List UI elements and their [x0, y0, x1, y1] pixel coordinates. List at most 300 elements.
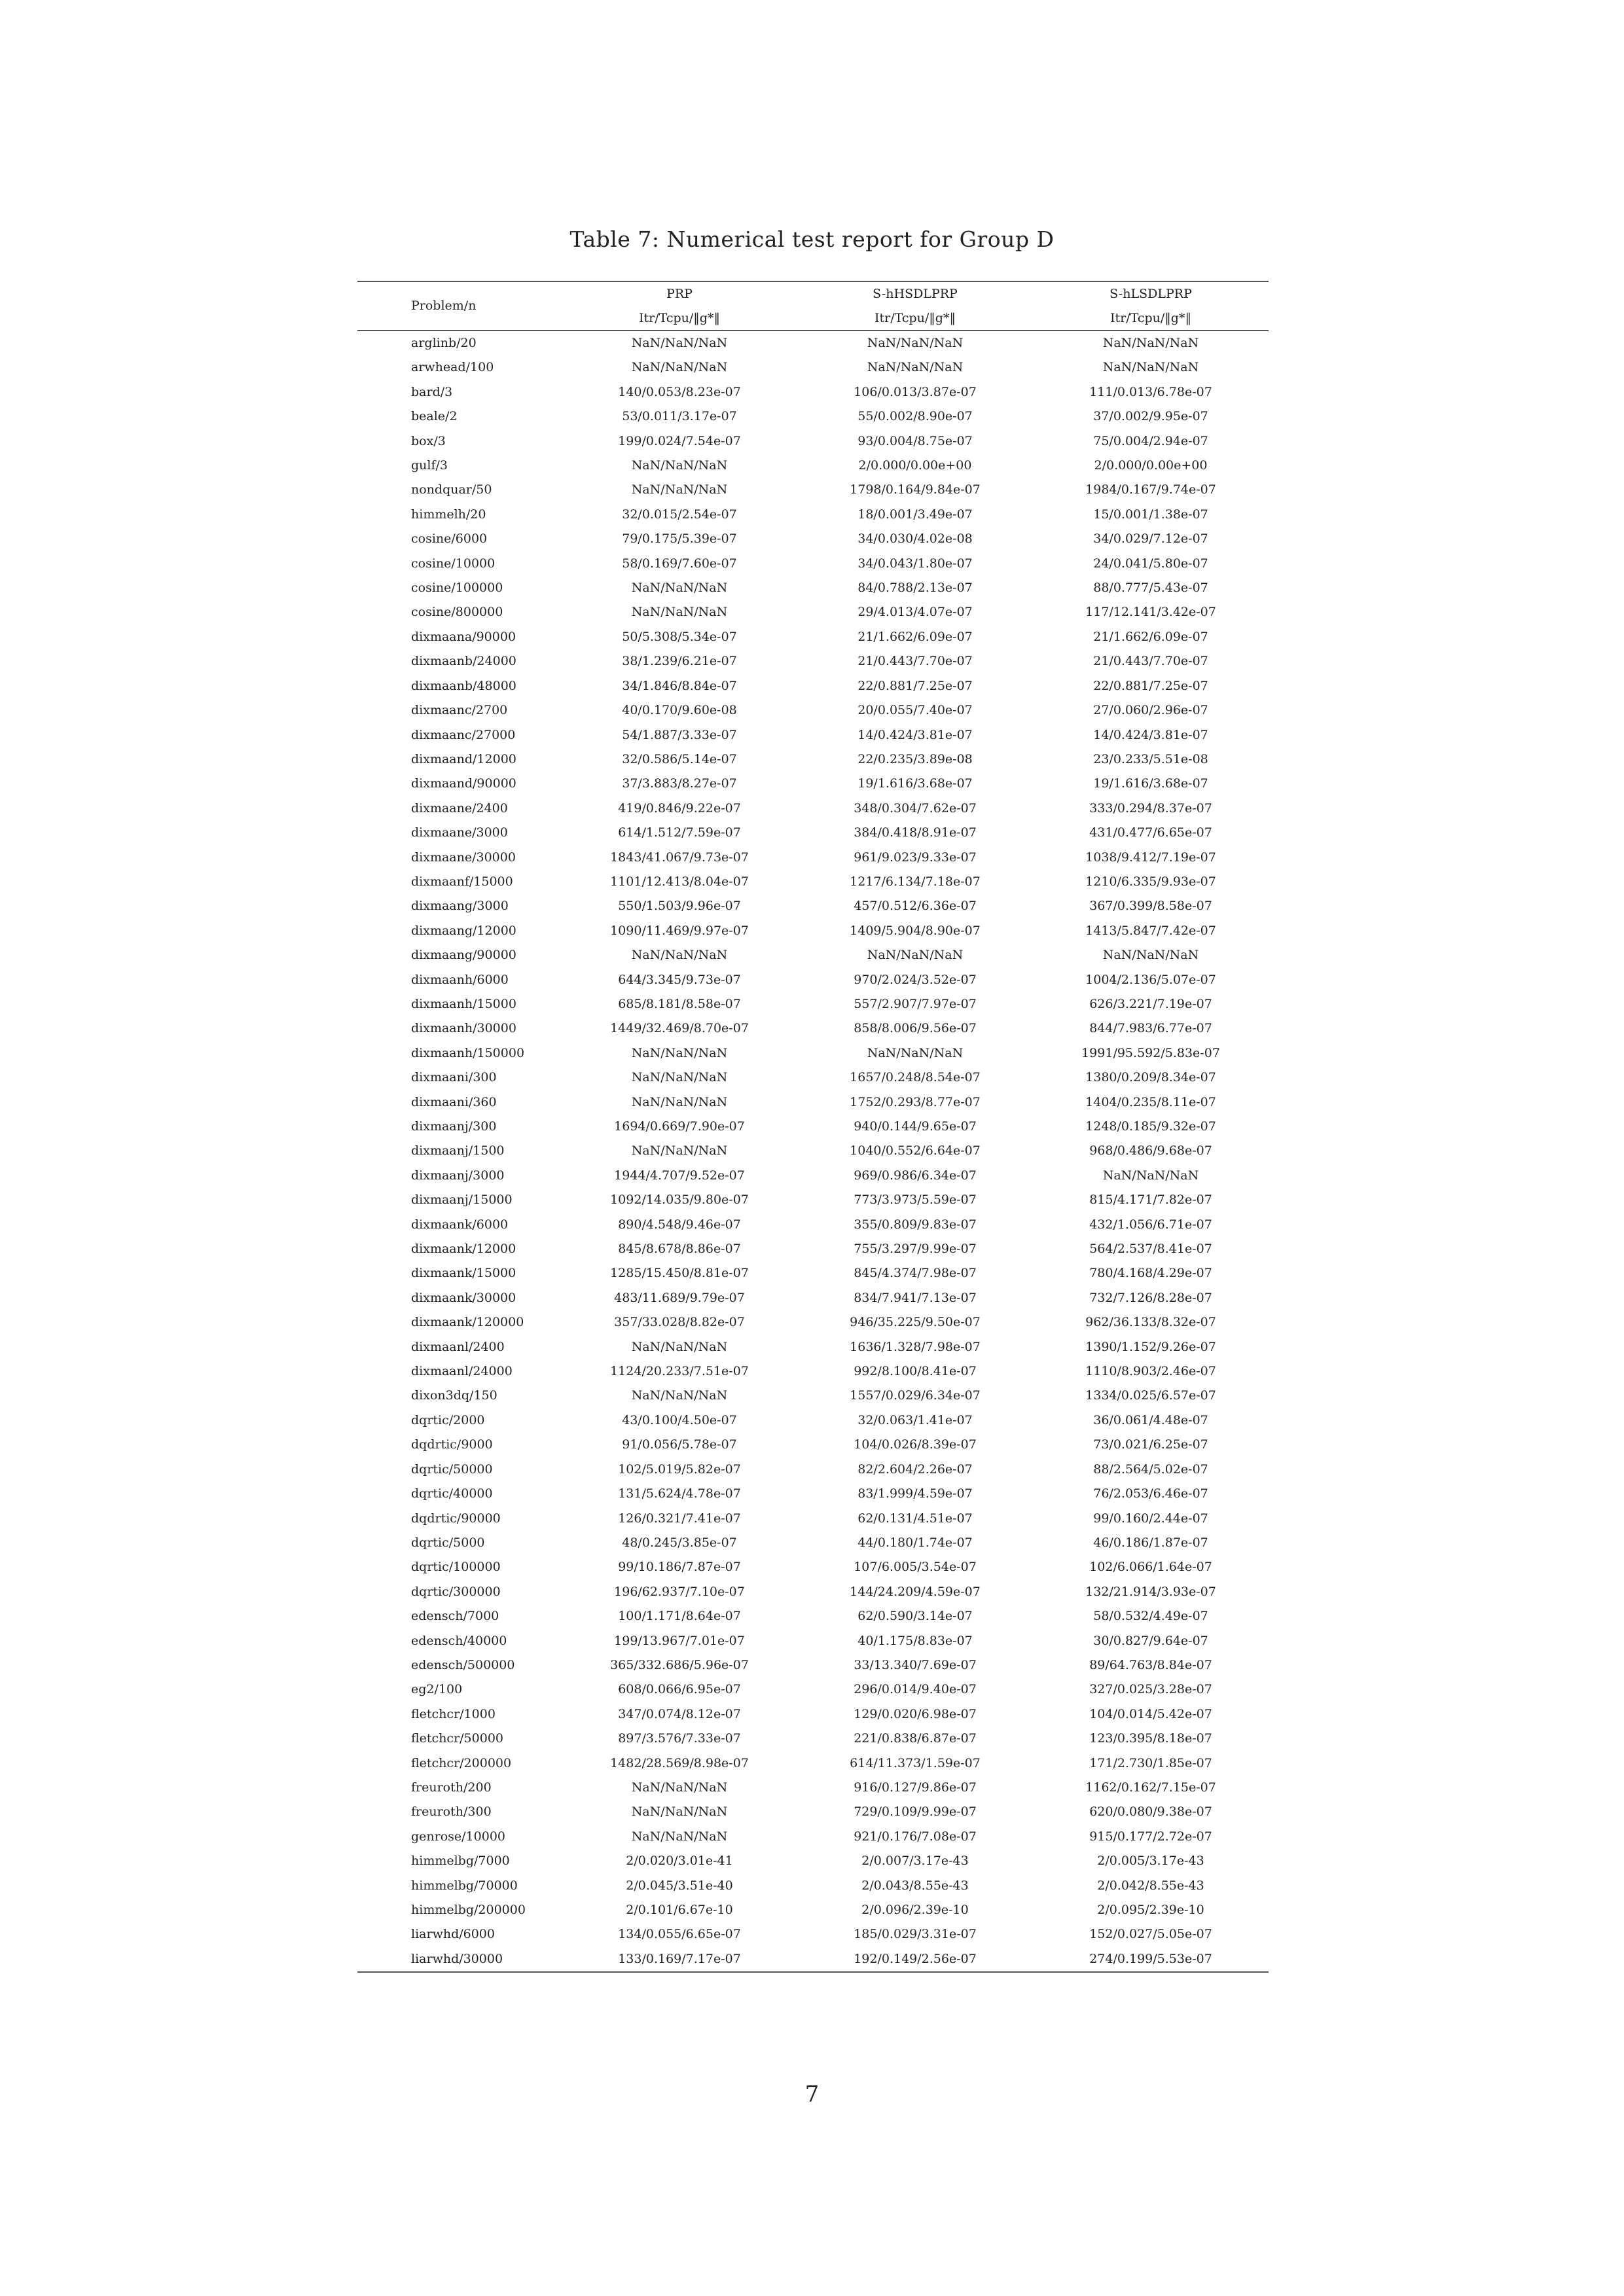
result-cell: 365/332.686/5.96e-07 — [610, 1657, 749, 1672]
result-cell: 1404/0.235/8.11e-07 — [1085, 1094, 1216, 1109]
result-cell: NaN/NaN/NaN — [867, 1045, 964, 1060]
table-row — [357, 1213, 1269, 1237]
result-cell: 23/0.233/5.51e-08 — [1093, 751, 1208, 766]
table-row — [357, 1458, 1269, 1482]
result-cell: 1843/41.067/9.73e-07 — [610, 850, 749, 865]
result-cell: 102/5.019/5.82e-07 — [618, 1462, 741, 1477]
result-cell: 196/62.937/7.10e-07 — [614, 1584, 745, 1599]
table-row — [357, 527, 1269, 551]
result-cell: 22/0.881/7.25e-07 — [857, 678, 973, 693]
result-cell: 99/10.186/7.87e-07 — [618, 1560, 741, 1575]
result-cell: 84/0.788/2.13e-07 — [857, 581, 973, 596]
problem-cell: dixon3dq/150 — [411, 1388, 497, 1403]
table-row — [357, 870, 1269, 894]
problem-cell: dixmaank/12000 — [411, 1242, 516, 1257]
result-cell: 685/8.181/8.58e-07 — [618, 996, 741, 1011]
problem-cell: freuroth/200 — [411, 1780, 492, 1795]
result-cell: 1162/0.162/7.15e-07 — [1085, 1780, 1216, 1795]
table-row — [357, 1800, 1269, 1824]
result-cell: 355/0.809/9.83e-07 — [854, 1217, 977, 1232]
result-cell: 43/0.100/4.50e-07 — [622, 1412, 737, 1427]
result-cell: 48/0.245/3.85e-07 — [622, 1535, 737, 1550]
problem-cell: box/3 — [411, 433, 446, 448]
problem-cell: dixmaane/30000 — [411, 850, 516, 865]
table-row — [357, 992, 1269, 1016]
problem-cell: dixmaanj/15000 — [411, 1193, 513, 1208]
result-cell: 37/3.883/8.27e-07 — [622, 776, 737, 791]
table-row — [357, 355, 1269, 380]
result-cell: 140/0.053/8.23e-07 — [618, 384, 741, 399]
table-row — [357, 454, 1269, 478]
result-cell: NaN/NaN/NaN — [631, 458, 728, 473]
result-cell: 2/0.000/0.00e+00 — [1094, 458, 1208, 473]
result-cell: NaN/NaN/NaN — [867, 336, 964, 350]
problem-cell: dixmaanl/24000 — [411, 1364, 513, 1379]
result-cell: 22/0.881/7.25e-07 — [1093, 678, 1208, 693]
table-row — [357, 1555, 1269, 1579]
problem-cell: edensch/40000 — [411, 1633, 507, 1648]
result-cell: 54/1.887/3.33e-07 — [622, 727, 737, 742]
result-cell: 22/0.235/3.89e-08 — [857, 751, 973, 766]
table-row — [357, 1825, 1269, 1849]
table-row — [357, 1090, 1269, 1115]
table-row — [357, 1922, 1269, 1946]
table-row — [357, 1359, 1269, 1384]
result-cell: 1449/32.469/8.70e-07 — [610, 1021, 749, 1036]
result-cell: 117/12.141/3.42e-07 — [1085, 605, 1216, 620]
result-cell: 1217/6.134/7.18e-07 — [850, 874, 981, 889]
result-cell: 347/0.074/8.12e-07 — [618, 1706, 741, 1721]
result-cell: 348/0.304/7.62e-07 — [854, 800, 977, 816]
problem-cell: dixmaana/90000 — [411, 629, 516, 644]
problem-cell: dixmaank/120000 — [411, 1315, 524, 1330]
table-row — [357, 478, 1269, 502]
table-row — [357, 1580, 1269, 1604]
result-cell: 88/0.777/5.43e-07 — [1093, 581, 1208, 596]
result-cell: NaN/NaN/NaN — [631, 336, 728, 350]
result-cell: 2/0.005/3.17e-43 — [1097, 1854, 1204, 1869]
result-cell: 171/2.730/1.85e-07 — [1089, 1755, 1212, 1770]
result-cell: 53/0.011/3.17e-07 — [622, 409, 737, 424]
problem-cell: dixmaanh/6000 — [411, 972, 509, 987]
table-row — [357, 1702, 1269, 1727]
result-cell: 557/2.907/7.97e-07 — [854, 996, 977, 1011]
result-cell: 32/0.015/2.54e-07 — [622, 507, 737, 522]
table-row — [357, 552, 1269, 576]
header-metric: Itr/Tcpu/‖g*‖ — [562, 306, 797, 331]
table-row — [357, 968, 1269, 992]
result-cell: 14/0.424/3.81e-07 — [1093, 727, 1208, 742]
problem-cell: liarwhd/30000 — [357, 1947, 562, 1972]
problem-cell: dixmaank/30000 — [411, 1290, 516, 1305]
result-cell: 274/0.199/5.53e-07 — [1033, 1947, 1269, 1972]
result-cell: 1210/6.335/9.93e-07 — [1085, 874, 1216, 889]
problem-cell: dixmaanl/2400 — [411, 1339, 505, 1354]
result-cell: NaN/NaN/NaN — [631, 1804, 728, 1820]
table-row — [357, 1310, 1269, 1335]
table-row — [357, 674, 1269, 698]
result-cell: 104/0.026/8.39e-07 — [854, 1437, 977, 1452]
result-cell: NaN/NaN/NaN — [631, 1094, 728, 1109]
result-cell: NaN/NaN/NaN — [631, 1780, 728, 1795]
table-row — [357, 429, 1269, 454]
results-table — [357, 281, 1269, 1973]
problem-cell: dqdrtic/90000 — [411, 1511, 501, 1526]
table-row — [357, 380, 1269, 404]
table-row — [357, 698, 1269, 723]
header-metric: Itr/Tcpu/‖g*‖ — [1033, 306, 1269, 331]
table-row — [357, 797, 1269, 821]
problem-cell: dixmaanf/15000 — [411, 874, 513, 889]
table-row — [357, 1727, 1269, 1751]
table-row — [357, 772, 1269, 796]
result-cell: 614/1.512/7.59e-07 — [618, 825, 741, 840]
table-row — [357, 821, 1269, 845]
result-cell: 1248/0.185/9.32e-07 — [1085, 1119, 1216, 1134]
problem-cell: dixmaanh/15000 — [411, 996, 516, 1011]
result-cell: 946/35.225/9.50e-07 — [850, 1315, 981, 1330]
result-cell: 185/0.029/3.31e-07 — [854, 1927, 977, 1942]
result-cell: 1482/28.569/8.98e-07 — [610, 1755, 749, 1770]
result-cell: 34/0.030/4.02e-08 — [857, 531, 973, 547]
result-cell: 106/0.013/3.87e-07 — [854, 384, 977, 399]
result-cell: 2/0.096/2.39e-10 — [861, 1903, 969, 1917]
result-cell: 1124/20.233/7.51e-07 — [610, 1364, 749, 1379]
table-row — [357, 503, 1269, 527]
result-cell: 732/7.126/8.28e-07 — [1089, 1290, 1212, 1305]
result-cell: 2/0.000/0.00e+00 — [858, 458, 972, 473]
problem-cell: dqrtic/2000 — [411, 1412, 485, 1427]
table-row — [357, 1016, 1269, 1041]
result-cell: 18/0.001/3.49e-07 — [857, 507, 973, 522]
result-cell: 1657/0.248/8.54e-07 — [850, 1070, 981, 1085]
problem-cell: dqrtic/100000 — [411, 1560, 501, 1575]
problem-cell: dixmaanj/3000 — [411, 1168, 505, 1183]
result-cell: 1944/4.707/9.52e-07 — [614, 1168, 745, 1183]
problem-cell: bard/3 — [411, 384, 453, 399]
problem-cell: liarwhd/6000 — [411, 1927, 495, 1942]
problem-cell: dqdrtic/9000 — [411, 1437, 493, 1452]
table-row — [357, 649, 1269, 673]
header-method-shlsdlprp: S-hLSDLPRP — [1033, 281, 1269, 306]
result-cell: 55/0.002/8.90e-07 — [857, 409, 973, 424]
table-row — [357, 1066, 1269, 1090]
header-problem: Problem/n — [357, 281, 562, 331]
result-cell: 916/0.127/9.86e-07 — [854, 1780, 977, 1795]
problem-cell: cosine/6000 — [411, 531, 488, 547]
problem-cell: arglinb/20 — [411, 336, 477, 350]
result-cell: 1694/0.669/7.90e-07 — [614, 1119, 745, 1134]
table-row — [357, 1677, 1269, 1702]
problem-cell: dixmaanj/1500 — [411, 1143, 505, 1158]
table-row — [357, 1849, 1269, 1873]
problem-cell: eg2/100 — [411, 1682, 463, 1697]
result-cell: 93/0.004/8.75e-07 — [857, 433, 973, 448]
problem-cell: himmelbg/200000 — [411, 1903, 526, 1917]
result-cell: 19/1.616/3.68e-07 — [857, 776, 973, 791]
result-cell: 62/0.131/4.51e-07 — [857, 1511, 973, 1526]
table-row — [357, 1384, 1269, 1408]
table-row — [357, 625, 1269, 649]
problem-cell: dixmaang/90000 — [411, 948, 516, 963]
result-cell: 132/21.914/3.93e-07 — [1085, 1584, 1216, 1599]
result-cell: 2/0.095/2.39e-10 — [1097, 1903, 1204, 1917]
result-cell: 940/0.144/9.65e-07 — [854, 1119, 977, 1134]
problem-cell: himmelbg/7000 — [411, 1854, 510, 1869]
result-cell: 1380/0.209/8.34e-07 — [1085, 1070, 1216, 1085]
result-cell: 483/11.689/9.79e-07 — [614, 1290, 745, 1305]
result-cell: 1101/12.413/8.04e-07 — [610, 874, 749, 889]
table-row — [357, 1482, 1269, 1506]
table-row — [357, 1629, 1269, 1653]
result-cell: 75/0.004/2.94e-07 — [1093, 433, 1208, 448]
result-cell: 845/8.678/8.86e-07 — [618, 1242, 741, 1257]
result-cell: 152/0.027/5.05e-07 — [1089, 1927, 1212, 1942]
result-cell: 36/0.061/4.48e-07 — [1093, 1412, 1208, 1427]
result-cell: 608/0.066/6.95e-07 — [618, 1682, 741, 1697]
table-row — [357, 1139, 1269, 1163]
result-cell: 199/13.967/7.01e-07 — [614, 1633, 745, 1648]
problem-cell: fletchcr/50000 — [411, 1731, 503, 1746]
problem-cell: dixmaanj/300 — [411, 1119, 497, 1134]
problem-cell: dixmaani/300 — [411, 1070, 497, 1085]
result-cell: 2/0.043/8.55e-43 — [861, 1878, 969, 1893]
result-cell: 129/0.020/6.98e-07 — [854, 1706, 977, 1721]
table-row — [357, 1507, 1269, 1531]
result-cell: 1798/0.164/9.84e-07 — [850, 482, 981, 497]
table-row — [357, 1433, 1269, 1457]
result-cell: 970/2.024/3.52e-07 — [854, 972, 977, 987]
result-cell: NaN/NaN/NaN — [631, 581, 728, 596]
result-cell: 104/0.014/5.42e-07 — [1089, 1706, 1212, 1721]
table-row — [357, 1408, 1269, 1433]
result-cell: 1110/8.903/2.46e-07 — [1085, 1364, 1216, 1379]
result-cell: 962/36.133/8.32e-07 — [1085, 1315, 1216, 1330]
result-cell: 44/0.180/1.74e-07 — [857, 1535, 973, 1550]
result-cell: 38/1.239/6.21e-07 — [622, 654, 737, 669]
result-cell: 192/0.149/2.56e-07 — [797, 1947, 1033, 1972]
result-cell: 858/8.006/9.56e-07 — [854, 1021, 977, 1036]
result-cell: 20/0.055/7.40e-07 — [857, 703, 973, 718]
result-cell: 1004/2.136/5.07e-07 — [1085, 972, 1216, 987]
result-cell: 2/0.045/3.51e-40 — [626, 1878, 733, 1893]
table-row — [357, 919, 1269, 943]
result-cell: NaN/NaN/NaN — [867, 948, 964, 963]
table-row — [357, 1776, 1269, 1800]
result-cell: 40/1.175/8.83e-07 — [857, 1633, 973, 1648]
result-cell: 1334/0.025/6.57e-07 — [1085, 1388, 1216, 1403]
result-cell: NaN/NaN/NaN — [1102, 360, 1199, 375]
result-cell: 27/0.060/2.96e-07 — [1093, 703, 1208, 718]
result-cell: 34/0.029/7.12e-07 — [1093, 531, 1208, 547]
table-row — [357, 404, 1269, 429]
result-cell: 126/0.321/7.41e-07 — [618, 1511, 741, 1526]
result-cell: NaN/NaN/NaN — [1102, 336, 1199, 350]
table-row — [357, 1531, 1269, 1555]
result-cell: 1636/1.328/7.98e-07 — [850, 1339, 981, 1354]
result-cell: 1092/14.035/9.80e-07 — [610, 1193, 749, 1208]
result-cell: 88/2.564/5.02e-07 — [1093, 1462, 1208, 1477]
result-cell: 1991/95.592/5.83e-07 — [1081, 1045, 1220, 1060]
result-cell: 32/0.586/5.14e-07 — [622, 751, 737, 766]
result-cell: 327/0.025/3.28e-07 — [1089, 1682, 1212, 1697]
result-cell: 890/4.548/9.46e-07 — [618, 1217, 741, 1232]
table-row — [357, 1188, 1269, 1212]
result-cell: 134/0.055/6.65e-07 — [618, 1927, 741, 1942]
result-cell: 431/0.477/6.65e-07 — [1089, 825, 1212, 840]
result-cell: NaN/NaN/NaN — [1102, 1168, 1199, 1183]
result-cell: 83/1.999/4.59e-07 — [857, 1486, 973, 1501]
result-cell: 19/1.616/3.68e-07 — [1093, 776, 1208, 791]
problem-cell: fletchcr/1000 — [411, 1706, 496, 1721]
result-cell: 961/9.023/9.33e-07 — [854, 850, 977, 865]
problem-cell: dixmaanb/48000 — [411, 678, 516, 693]
problem-cell: nondquar/50 — [411, 482, 492, 497]
table-row — [357, 1164, 1269, 1188]
result-cell: 100/1.171/8.64e-07 — [618, 1609, 741, 1624]
result-cell: 99/0.160/2.44e-07 — [1093, 1511, 1208, 1526]
problem-cell: edensch/7000 — [411, 1609, 499, 1624]
result-cell: 14/0.424/3.81e-07 — [857, 727, 973, 742]
result-cell: 62/0.590/3.14e-07 — [857, 1609, 973, 1624]
result-cell: 419/0.846/9.22e-07 — [618, 800, 741, 816]
result-cell: 644/3.345/9.73e-07 — [618, 972, 741, 987]
problem-cell: genrose/10000 — [411, 1829, 506, 1844]
problem-cell: dixmaanh/30000 — [411, 1021, 516, 1036]
result-cell: 50/5.308/5.34e-07 — [622, 629, 737, 644]
result-cell: 384/0.418/8.91e-07 — [854, 825, 977, 840]
result-cell: 550/1.503/9.96e-07 — [618, 899, 741, 914]
result-cell: 58/0.169/7.60e-07 — [622, 556, 737, 571]
result-cell: 968/0.486/9.68e-07 — [1089, 1143, 1212, 1158]
result-cell: 91/0.056/5.78e-07 — [622, 1437, 737, 1452]
problem-cell: fletchcr/200000 — [411, 1755, 512, 1770]
problem-cell: dixmaane/3000 — [411, 825, 508, 840]
problem-cell: dixmaanh/150000 — [411, 1045, 525, 1060]
problem-cell: beale/2 — [411, 409, 458, 424]
problem-cell: dixmaang/3000 — [411, 899, 509, 914]
result-cell: NaN/NaN/NaN — [631, 1143, 728, 1158]
result-cell: NaN/NaN/NaN — [631, 360, 728, 375]
table-row — [357, 600, 1269, 624]
result-cell: 21/0.443/7.70e-07 — [1093, 654, 1208, 669]
result-cell: 620/0.080/9.38e-07 — [1089, 1804, 1212, 1820]
result-cell: 1040/0.552/6.64e-07 — [850, 1143, 981, 1158]
table-row — [357, 1604, 1269, 1628]
result-cell: 1413/5.847/7.42e-07 — [1085, 923, 1216, 938]
table-row — [357, 1874, 1269, 1898]
table-row — [357, 723, 1269, 747]
problem-cell: gulf/3 — [411, 458, 448, 473]
problem-cell: dixmaank/15000 — [411, 1266, 516, 1281]
problem-cell: dqrtic/40000 — [411, 1486, 493, 1501]
table-row — [357, 1286, 1269, 1310]
problem-cell: freuroth/300 — [411, 1804, 492, 1820]
result-cell: NaN/NaN/NaN — [631, 482, 728, 497]
problem-cell: himmelbg/70000 — [411, 1878, 518, 1893]
result-cell: 37/0.002/9.95e-07 — [1093, 409, 1208, 424]
table-row — [357, 331, 1269, 355]
problem-cell: cosine/100000 — [411, 581, 503, 596]
result-cell: 969/0.986/6.34e-07 — [854, 1168, 977, 1183]
table-row — [357, 894, 1269, 918]
result-cell: 780/4.168/4.29e-07 — [1089, 1266, 1212, 1281]
result-cell: 107/6.005/3.54e-07 — [854, 1560, 977, 1575]
result-cell: 21/1.662/6.09e-07 — [1093, 629, 1208, 644]
result-cell: 21/1.662/6.09e-07 — [857, 629, 973, 644]
result-cell: 46/0.186/1.87e-07 — [1093, 1535, 1208, 1550]
result-cell: 432/1.056/6.71e-07 — [1089, 1217, 1212, 1232]
table-header — [357, 281, 1269, 331]
header-method-prp: PRP — [562, 281, 797, 306]
result-cell: 296/0.014/9.40e-07 — [854, 1682, 977, 1697]
problem-cell: dixmaanc/27000 — [411, 727, 516, 742]
problem-cell: himmelh/20 — [411, 507, 486, 522]
result-cell: NaN/NaN/NaN — [631, 1829, 728, 1844]
problem-cell: edensch/500000 — [411, 1657, 515, 1672]
result-cell: 58/0.532/4.49e-07 — [1093, 1609, 1208, 1624]
result-cell: 144/24.209/4.59e-07 — [850, 1584, 981, 1599]
result-cell: 123/0.395/8.18e-07 — [1089, 1731, 1212, 1746]
result-cell: NaN/NaN/NaN — [1102, 948, 1199, 963]
problem-cell: dixmaank/6000 — [411, 1217, 509, 1232]
result-cell: 614/11.373/1.59e-07 — [850, 1755, 981, 1770]
result-cell: 2/0.042/8.55e-43 — [1097, 1878, 1204, 1893]
problem-cell: cosine/800000 — [411, 605, 503, 620]
table-row — [357, 1653, 1269, 1677]
result-cell: 333/0.294/8.37e-07 — [1089, 800, 1212, 816]
table-row — [357, 576, 1269, 600]
result-cell: NaN/NaN/NaN — [631, 605, 728, 620]
result-cell: 199/0.024/7.54e-07 — [618, 433, 741, 448]
problem-cell: dqrtic/5000 — [411, 1535, 485, 1550]
result-cell: 1038/9.412/7.19e-07 — [1085, 850, 1216, 865]
result-cell: 773/3.973/5.59e-07 — [854, 1193, 977, 1208]
result-cell: 40/0.170/9.60e-08 — [622, 703, 737, 718]
result-cell: 1285/15.450/8.81e-07 — [610, 1266, 749, 1281]
result-cell: NaN/NaN/NaN — [631, 1388, 728, 1403]
result-cell: 2/0.007/3.17e-43 — [861, 1854, 969, 1869]
result-cell: 834/7.941/7.13e-07 — [854, 1290, 977, 1305]
result-cell: 76/2.053/6.46e-07 — [1093, 1486, 1208, 1501]
result-cell: 367/0.399/8.58e-07 — [1089, 899, 1212, 914]
result-cell: 73/0.021/6.25e-07 — [1093, 1437, 1208, 1452]
result-cell: NaN/NaN/NaN — [867, 360, 964, 375]
result-cell: 221/0.838/6.87e-07 — [854, 1731, 977, 1746]
result-cell: 897/3.576/7.33e-07 — [618, 1731, 741, 1746]
result-cell: 815/4.171/7.82e-07 — [1089, 1193, 1212, 1208]
table-row — [357, 1947, 1269, 1972]
result-cell: 1390/1.152/9.26e-07 — [1085, 1339, 1216, 1354]
result-cell: 111/0.013/6.78e-07 — [1089, 384, 1212, 399]
table-caption: Table 7: Numerical test report for Group D — [569, 226, 1055, 252]
result-cell: 1090/11.469/9.97e-07 — [610, 923, 749, 938]
table-body — [357, 331, 1269, 1972]
result-cell: NaN/NaN/NaN — [631, 1339, 728, 1354]
result-cell: 921/0.176/7.08e-07 — [854, 1829, 977, 1844]
table-row — [357, 846, 1269, 870]
result-cell: 33/13.340/7.69e-07 — [854, 1657, 977, 1672]
result-cell: 1409/5.904/8.90e-07 — [850, 923, 981, 938]
table-row — [357, 747, 1269, 772]
results-table-wrapper — [357, 281, 1269, 1973]
result-cell: 34/0.043/1.80e-07 — [857, 556, 973, 571]
problem-cell: dixmaang/12000 — [411, 923, 516, 938]
result-cell: 564/2.537/8.41e-07 — [1089, 1242, 1212, 1257]
result-cell: 30/0.827/9.64e-07 — [1093, 1633, 1208, 1648]
result-cell: 626/3.221/7.19e-07 — [1089, 996, 1212, 1011]
result-cell: 457/0.512/6.36e-07 — [854, 899, 977, 914]
